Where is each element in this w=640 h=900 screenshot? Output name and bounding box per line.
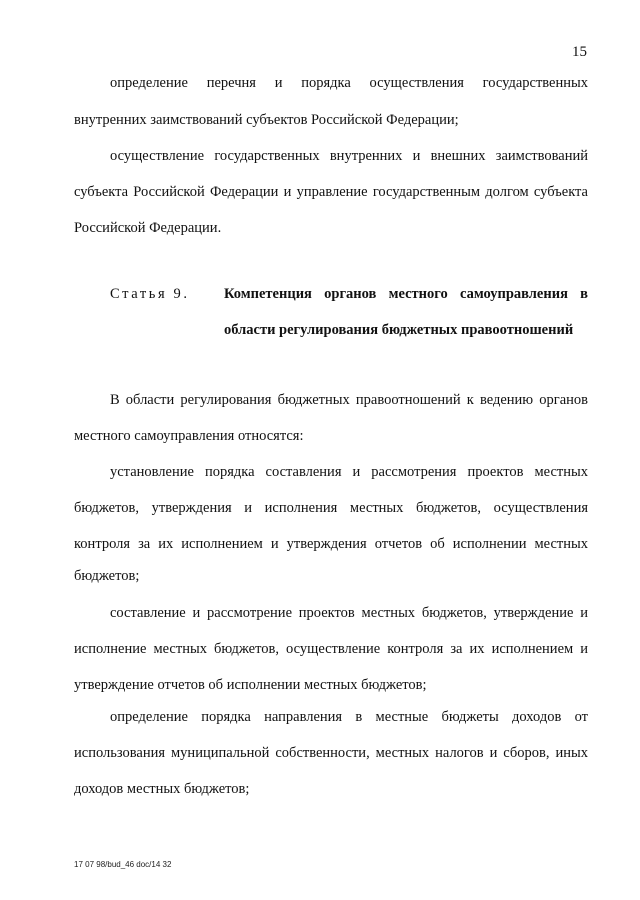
paragraph-line: внутренних заимствований субъектов Российской Федерации; — [74, 112, 459, 128]
paragraph-line: установление порядка составления и рассмотрения проектов местных — [110, 464, 588, 480]
paragraph-line: утверждение отчетов об исполнении местных бюджетов; — [74, 677, 427, 693]
paragraph-line: исполнение местных бюджетов, осуществление контроля за их исполнением и — [74, 641, 588, 657]
paragraph-line: составление и рассмотрение проектов местных бюджетов, утверждение и — [110, 605, 588, 621]
paragraph-line: Российской Федерации. — [74, 220, 222, 236]
paragraph-line: определение порядка направления в местные бюджеты доходов от — [110, 709, 588, 725]
paragraph-line: местного самоуправления относятся: — [74, 428, 304, 444]
paragraph-line: контроля за их исполнением и утверждения отчетов об исполнении местных — [74, 536, 588, 552]
article-title-line: Компетенция органов местного самоуправления в — [224, 286, 588, 302]
article-title-line: области регулирования бюджетных правоотношений — [224, 322, 574, 338]
paragraph-line: осуществление государственных внутренних и внешних заимствований — [110, 148, 588, 164]
footer-file-reference: 17 07 98/bud_46 doc/14 32 — [74, 860, 172, 869]
paragraph-line: В области регулирования бюджетных правоотношений к ведению органов — [110, 392, 588, 408]
article-label: Статья 9. — [110, 286, 190, 302]
paragraph-line: доходов местных бюджетов; — [74, 781, 250, 797]
paragraph-line: бюджетов, утверждения и исполнения местных бюджетов, осуществления — [74, 500, 588, 516]
page-number: 15 — [572, 44, 587, 60]
paragraph-line: бюджетов; — [74, 568, 140, 584]
paragraph-line: использования муниципальной собственности, местных налогов и сборов, иных — [74, 745, 588, 761]
paragraph-line: субъекта Российской Федерации и управление государственным долгом субъекта — [74, 184, 588, 200]
paragraph-line: определение перечня и порядка осуществления государственных — [110, 75, 588, 91]
